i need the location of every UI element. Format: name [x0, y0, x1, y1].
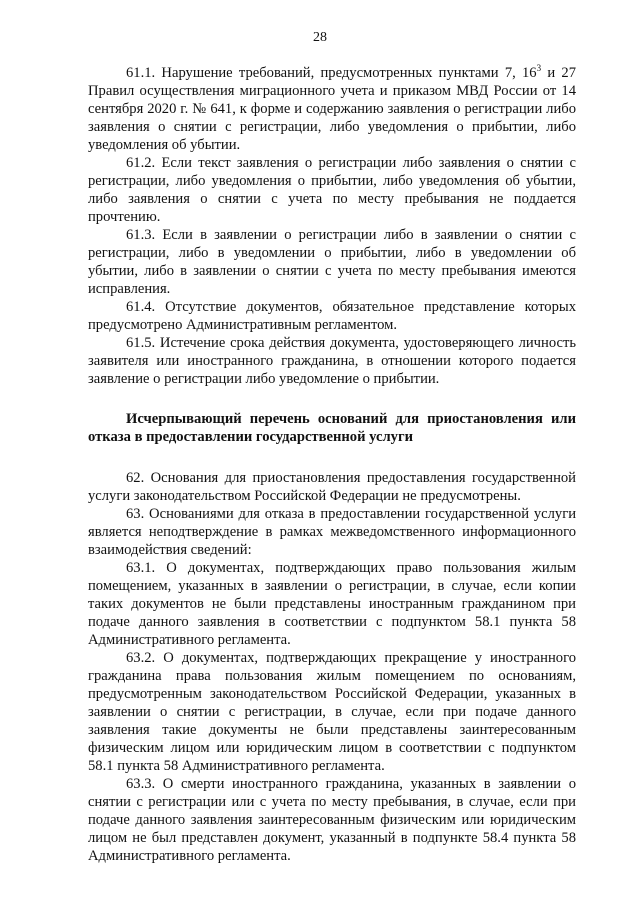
section-heading: Исчерпывающий перечень оснований для приостановления или отказа в предоставлении государственной услуги	[88, 411, 576, 445]
paragraph-61-4: 61.4. Отсутствие документов, обязательное представление которых предусмотрено Административным регламентом.	[88, 299, 576, 333]
paragraph-61-3: 61.3. Если в заявлении о регистрации либо в заявлении о снятии с регистрации, либо в уведомлении о прибытии, либо в уведомлении об убытии, либо в заявлении о снятии с учета по месту пребывания имеются исправления.	[88, 227, 576, 297]
paragraph-63-1: 63.1. О документах, подтверждающих право пользования жилым помещением, указанных в заявлении о регистрации, в случае, если копии таких документов не были представлены иностранным гражданином при подаче данного заявления в соответствии с подпунктом 58.1 пункта 58 Административного регламента.	[88, 560, 576, 648]
paragraph-62: 62. Основания для приостановления предоставления государственной услуги законодательством Российской Федерации не предусмотрены.	[88, 470, 576, 504]
document-body	[88, 64, 576, 865]
paragraph-61-1	[88, 64, 576, 154]
paragraph-63-2: 63.2. О документах, подтверждающих прекращение у иностранного гражданина права пользования жилым помещением по основаниям, предусмотренным законодательством Российской Федерации, указанных в заявлении о снятии с регистрации, в случае, если при подаче данного заявления такие документы не были представлены заинтересованным физическим лицом или юридическим лицом в соответствии с подпунктом 58.1 пункта 58 Административного регламента.	[88, 650, 576, 774]
paragraph-61-1-text-cont: и 27 Правил осуществления миграционного учета и приказом МВД России от 14 сентября 2020 г. № 641, к форме и содержанию заявления о регистрации либо заявления о снятии с регистрации, либо уведомления о прибытии, либо уведомления об убытии.	[88, 65, 577, 153]
paragraph-61-2: 61.2. Если текст заявления о регистрации либо заявления о снятии с регистрации, либо уведомления о прибытии, либо уведомления об убытии, либо заявления о снятии с учета по месту пребывания не поддается прочтению.	[88, 155, 576, 225]
page-number: 28	[313, 30, 327, 45]
paragraph-63-3: 63.3. О смерти иностранного гражданина, указанных в заявлении о снятии с регистрации или с учета по месту пребывания, в случае, если при подаче данного заявления заинтересованным физическим или юридическим лицом не был представлен документ, указанный в подпункте 58.4 пункта 58 Административного регламента.	[88, 776, 576, 864]
paragraph-63: 63. Основаниями для отказа в предоставлении государственной услуги является неподтверждение в рамках межведомственного информационного взаимодействия сведений:	[88, 506, 576, 558]
paragraph-61-1-superscript: 3	[536, 63, 542, 74]
paragraph-61-5: 61.5. Истечение срока действия документа, удостоверяющего личность заявителя или иностранного гражданина, в отношении которого подается заявление о регистрации либо уведомление о прибытии.	[88, 335, 576, 387]
paragraph-61-1-text: 61.1. Нарушение требований, предусмотренных пунктами 7, 16	[126, 65, 537, 81]
